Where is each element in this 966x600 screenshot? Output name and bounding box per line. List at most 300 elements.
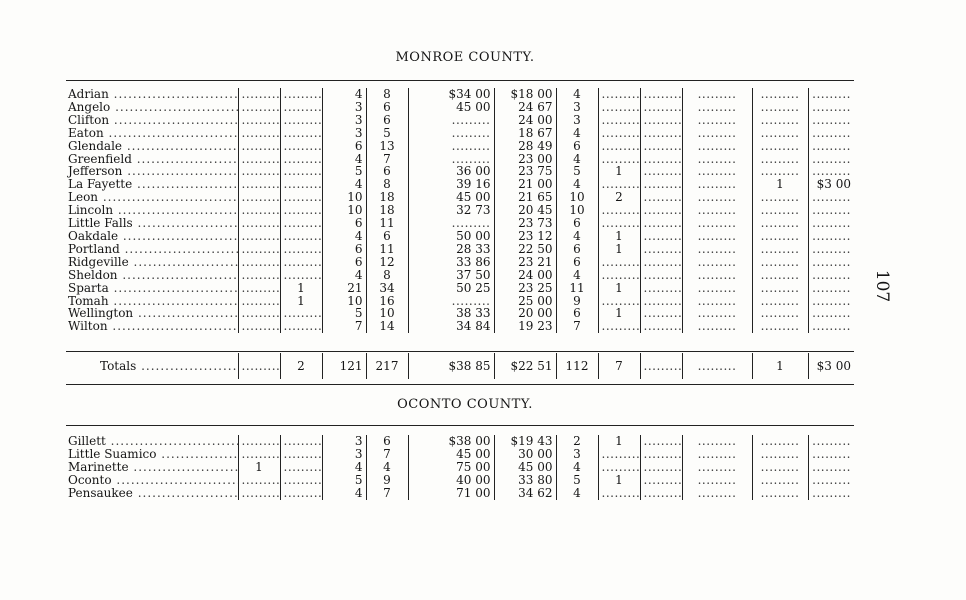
table-cell (682, 101, 752, 114)
town-name-text: Angelo (68, 100, 111, 114)
cell-value: 5 (383, 126, 391, 140)
cell-value: 3 (573, 113, 581, 127)
table-cell (682, 178, 752, 191)
cell-value: 4 (354, 229, 363, 243)
town-name (66, 153, 238, 166)
town-name-text: Greenfield (68, 152, 132, 166)
dot-leader: ......... (812, 191, 851, 205)
dot-leader: ......... (283, 217, 322, 230)
cell-value: 5 (354, 165, 363, 179)
cell-value: 8 (383, 88, 391, 101)
cell-value: 24 00 (518, 113, 553, 127)
table-cell (682, 153, 752, 166)
table-cell (408, 461, 494, 474)
dot-leader: ......... (241, 255, 280, 269)
cell-value: 19 23 (518, 320, 553, 334)
table-cell (682, 191, 752, 204)
table-cell (280, 217, 322, 230)
dot-leader: ......... (812, 152, 851, 166)
table-cell (494, 295, 556, 308)
table-cell (556, 295, 598, 308)
dot-leader: ......... (601, 320, 640, 334)
cell-value: 5 (354, 307, 363, 321)
town-name-text: Leon (68, 191, 99, 205)
table-cell (408, 101, 494, 114)
table-cell (408, 88, 494, 101)
table-cell (598, 230, 640, 243)
cell-value: 1 (615, 435, 623, 448)
cell-value: 3 (354, 126, 363, 140)
table-cell (752, 448, 808, 461)
cell-value: 21 (347, 281, 363, 295)
dot-leader: ......... (643, 435, 682, 448)
cell-value: 217 (375, 359, 399, 373)
dot-leader: ......... (241, 100, 280, 114)
dot-leader: ......... (643, 268, 682, 282)
table-cell (366, 140, 408, 153)
monroe-top-rule (66, 80, 854, 81)
table-cell (322, 448, 366, 461)
table-cell (366, 230, 408, 243)
cell-value: 4 (573, 126, 581, 140)
table-cell (682, 114, 752, 127)
table-cell (752, 191, 808, 204)
table-cell (408, 269, 494, 282)
cell-value: 18 67 (518, 126, 553, 140)
dot-leader: ......... (760, 113, 800, 127)
page-number: 107 (872, 269, 893, 303)
dot-leader: ......... (697, 191, 737, 205)
dot-leader: ......... (812, 473, 851, 487)
dot-leader: ......... (643, 113, 682, 127)
table-cell (238, 88, 280, 101)
table-cell (598, 435, 640, 448)
table-cell (238, 178, 280, 191)
table-cell (494, 88, 556, 101)
dot-leader: ......... (283, 139, 322, 153)
cell-value: $3 00 (816, 359, 851, 373)
oconto-top-rule (66, 425, 854, 426)
dot-leader: ......... (643, 294, 682, 308)
table-cell (238, 320, 280, 333)
dot-leader: ......... (643, 88, 682, 101)
monroe-totals-table (66, 353, 854, 379)
table-cell (556, 88, 598, 101)
table-cell (556, 101, 598, 114)
dot-leader: ......... (760, 165, 800, 179)
cell-value: 121 (339, 359, 363, 373)
table-cell (238, 204, 280, 217)
dot-leader: ......... (697, 486, 737, 500)
cell-value: 6 (354, 139, 363, 153)
table-cell (322, 178, 366, 191)
table-cell (408, 295, 494, 308)
cell-value: 45 00 (518, 460, 553, 474)
table-cell (280, 127, 322, 140)
table-cell (366, 282, 408, 295)
table-cell (682, 165, 752, 178)
town-name-text: Tomah (68, 294, 109, 308)
table-row (66, 307, 854, 320)
cell-value: 37 50 (456, 268, 491, 282)
table-cell (280, 353, 322, 379)
dot-leader: ......... (643, 139, 682, 153)
dot-leader: ......... (643, 473, 682, 487)
table-cell (640, 435, 682, 448)
table-cell (752, 435, 808, 448)
dot-leader: ......... (697, 255, 737, 269)
dot-leader: ......... (697, 204, 737, 218)
cell-value: 10 (379, 307, 395, 321)
table-cell (752, 178, 808, 191)
table-cell (752, 230, 808, 243)
town-name (66, 474, 238, 487)
dot-leader: ......... (760, 486, 800, 500)
table-cell (494, 243, 556, 256)
table-cell (682, 320, 752, 333)
dot-leader: ......... (283, 242, 322, 256)
table-cell (598, 256, 640, 269)
cell-value: 11 (379, 242, 395, 256)
cell-value: 23 73 (518, 217, 553, 230)
table-row (66, 295, 854, 308)
dot-leader: ......... (241, 217, 280, 230)
cell-value: 23 21 (518, 255, 553, 269)
dot-leader: ......... (697, 152, 737, 166)
table-cell (752, 101, 808, 114)
table-cell (752, 282, 808, 295)
town-name (66, 269, 238, 282)
dot-leader: ......... (241, 359, 280, 373)
dot-leader: ......... (812, 307, 851, 321)
table-cell (640, 448, 682, 461)
table-cell (640, 204, 682, 217)
cell-value: 33 80 (518, 473, 553, 487)
dot-leader: ......... (283, 473, 322, 487)
table-cell (598, 101, 640, 114)
table-cell (280, 269, 322, 282)
cell-value: 2 (615, 191, 623, 205)
table-cell (808, 307, 854, 320)
cell-value: $38 00 (448, 435, 491, 448)
dot-leader: ......... (812, 139, 851, 153)
cell-value: 6 (383, 113, 391, 127)
town-name (66, 243, 238, 256)
dot-leader: ......... (812, 165, 851, 179)
table-cell (322, 140, 366, 153)
cell-value: 40 00 (456, 473, 491, 487)
dot-leader: ......... (760, 242, 800, 256)
table-cell (598, 217, 640, 230)
table-cell (408, 191, 494, 204)
dot-leader: ......... (601, 88, 640, 101)
table-cell (556, 140, 598, 153)
table-cell (280, 487, 322, 500)
table-cell (408, 435, 494, 448)
dot-leader: ......... (643, 255, 682, 269)
table-cell (556, 204, 598, 217)
table-cell (556, 269, 598, 282)
town-name-text: Sheldon (68, 268, 118, 282)
dot-leader: ......... (601, 113, 640, 127)
table-cell (408, 230, 494, 243)
monroe-bottom-rule (66, 384, 854, 385)
dot-leader: ......... (601, 486, 640, 500)
table-cell (280, 448, 322, 461)
table-cell (494, 353, 556, 379)
table-cell (494, 204, 556, 217)
table-cell (556, 461, 598, 474)
table-cell (280, 243, 322, 256)
table-cell (238, 353, 280, 379)
table-cell (238, 474, 280, 487)
town-name (66, 191, 238, 204)
dot-leader: ......... (697, 165, 737, 179)
table-cell (494, 487, 556, 500)
table-cell (238, 140, 280, 153)
table-cell (598, 204, 640, 217)
dot-leader: ......... (643, 447, 682, 461)
dot-leader: ......... (697, 217, 737, 230)
dot-leader: ......... (601, 268, 640, 282)
town-name (66, 448, 238, 461)
dot-leader: ......... (283, 191, 322, 205)
table-cell (682, 230, 752, 243)
dot-leader: ......... (760, 191, 800, 205)
monroe-county-heading: MONROE COUNTY. (395, 50, 535, 65)
table-cell (808, 474, 854, 487)
town-name (66, 140, 238, 153)
table-row (66, 140, 854, 153)
town-name-text: Oconto (68, 473, 112, 487)
table-cell (366, 295, 408, 308)
table-cell (238, 256, 280, 269)
table-cell (752, 114, 808, 127)
dot-leader: ......... (283, 255, 322, 269)
cell-value: 5 (573, 473, 581, 487)
table-cell (598, 487, 640, 500)
cell-value: 112 (565, 359, 589, 373)
table-cell (808, 165, 854, 178)
cell-value: 18 (379, 204, 395, 218)
cell-value: 2 (297, 359, 305, 373)
cell-value: 1 (615, 242, 623, 256)
table-cell (408, 487, 494, 500)
table-cell (682, 243, 752, 256)
table-cell (280, 320, 322, 333)
table-row (66, 282, 854, 295)
table-cell (408, 307, 494, 320)
dot-leader: ......... (760, 294, 800, 308)
table-cell (682, 474, 752, 487)
table-cell (808, 230, 854, 243)
dot-leader: ......... (760, 435, 800, 448)
table-cell (808, 435, 854, 448)
table-cell (808, 353, 854, 379)
table-cell (366, 153, 408, 166)
town-name (66, 295, 238, 308)
cell-value: 50 25 (456, 281, 491, 295)
town-name-text: Pensaukee (68, 486, 133, 500)
dot-leader: ......... (812, 320, 851, 334)
table-cell (556, 114, 598, 127)
table-cell (238, 153, 280, 166)
table-cell (808, 295, 854, 308)
table-cell (322, 353, 366, 379)
table-cell (752, 320, 808, 333)
table-row (66, 217, 854, 230)
cell-value: 4 (354, 486, 363, 500)
cell-value: 5 (354, 473, 363, 487)
table-cell (366, 191, 408, 204)
table-cell (682, 448, 752, 461)
table-cell (494, 307, 556, 320)
table-cell (640, 487, 682, 500)
table-cell (322, 230, 366, 243)
table-cell (556, 256, 598, 269)
table-cell (366, 269, 408, 282)
town-name-text: Glendale (68, 139, 123, 153)
table-cell (322, 191, 366, 204)
cell-value: 1 (615, 473, 623, 487)
dot-leader: ......... (643, 359, 682, 373)
table-cell (408, 320, 494, 333)
cell-value: 39 16 (456, 178, 491, 192)
table-cell (280, 474, 322, 487)
dot-leader: ......... (601, 255, 640, 269)
table-cell (322, 487, 366, 500)
town-name-text: Wilton (68, 320, 108, 334)
town-name-text: Marinette (68, 460, 129, 474)
table-cell (494, 282, 556, 295)
cell-value: 28 33 (456, 242, 491, 256)
table-cell (238, 101, 280, 114)
table-cell (752, 140, 808, 153)
table-cell (682, 88, 752, 101)
table-cell (682, 127, 752, 140)
dot-leader: ......... (643, 242, 682, 256)
table-cell (494, 191, 556, 204)
cell-value: 9 (573, 294, 581, 308)
cell-value: 38 33 (456, 307, 491, 321)
table-cell (494, 474, 556, 487)
table-row (66, 153, 854, 166)
town-name (66, 217, 238, 230)
dot-leader: ......... (241, 435, 280, 448)
cell-value: 20 45 (518, 204, 553, 218)
dot-leader: ......... (697, 178, 737, 192)
town-name (66, 165, 238, 178)
table-cell (366, 320, 408, 333)
cell-value: 16 (379, 294, 395, 308)
table-cell (322, 127, 366, 140)
table-cell (598, 448, 640, 461)
town-name-text: Lincoln (68, 204, 114, 218)
table-cell (238, 282, 280, 295)
dot-leader: ......... (643, 486, 682, 500)
cell-value: 6 (573, 255, 581, 269)
dot-leader: ......... (241, 165, 280, 179)
cell-value: 24 67 (518, 100, 553, 114)
town-name (66, 101, 238, 114)
dot-leader: ......... (241, 242, 280, 256)
table-row (66, 435, 854, 448)
dot-leader: ......... (812, 126, 851, 140)
cell-value: 4 (573, 229, 581, 243)
cell-value: 4 (354, 152, 363, 166)
dot-leader: ......... (760, 204, 800, 218)
table-cell (494, 461, 556, 474)
cell-value: 14 (379, 320, 395, 334)
table-row (66, 191, 854, 204)
table-cell (640, 269, 682, 282)
cell-value: 1 (615, 307, 623, 321)
table-cell (752, 243, 808, 256)
table-cell (640, 461, 682, 474)
dot-leader: ......... (697, 126, 737, 140)
dot-leader: ......... (697, 447, 737, 461)
dot-leader: ......... (643, 229, 682, 243)
table-cell (640, 474, 682, 487)
table-row (66, 474, 854, 487)
dot-leader: ......... (760, 100, 800, 114)
table-cell (556, 474, 598, 487)
table-cell (366, 307, 408, 320)
cell-value: 36 00 (456, 165, 491, 179)
table-cell (808, 140, 854, 153)
dot-leader: ......... (812, 486, 851, 500)
table-cell (598, 353, 640, 379)
table-cell (752, 88, 808, 101)
dot-leader: ......... (241, 229, 280, 243)
dot-leader: ......... (812, 294, 851, 308)
table-cell (556, 320, 598, 333)
table-row (66, 256, 854, 269)
town-name-text: Little Suamico (68, 447, 157, 461)
cell-value: 23 12 (518, 229, 553, 243)
dot-leader: ......... (760, 307, 800, 321)
dot-leader: ......... (760, 255, 800, 269)
table-cell (640, 191, 682, 204)
cell-value: 1 (615, 281, 623, 295)
dot-leader: ......... (451, 139, 491, 153)
cell-value: 1 (297, 281, 305, 295)
table-cell (322, 114, 366, 127)
cell-value: 10 (347, 294, 363, 308)
table-cell (640, 295, 682, 308)
table-cell (408, 140, 494, 153)
table-row (66, 88, 854, 101)
town-name (66, 320, 238, 333)
cell-value: 6 (354, 255, 363, 269)
town-name (66, 487, 238, 500)
town-name (66, 178, 238, 191)
table-cell (556, 178, 598, 191)
cell-value: $38 85 (448, 359, 491, 373)
table-cell (598, 320, 640, 333)
table-cell (494, 114, 556, 127)
table-cell (556, 307, 598, 320)
table-cell (808, 448, 854, 461)
dot-leader: ......... (643, 204, 682, 218)
table-cell (494, 269, 556, 282)
cell-value: 4 (354, 88, 363, 101)
cell-value: 7 (354, 320, 363, 334)
table-cell (598, 153, 640, 166)
table-cell (322, 256, 366, 269)
table-cell (322, 243, 366, 256)
table-cell (238, 243, 280, 256)
